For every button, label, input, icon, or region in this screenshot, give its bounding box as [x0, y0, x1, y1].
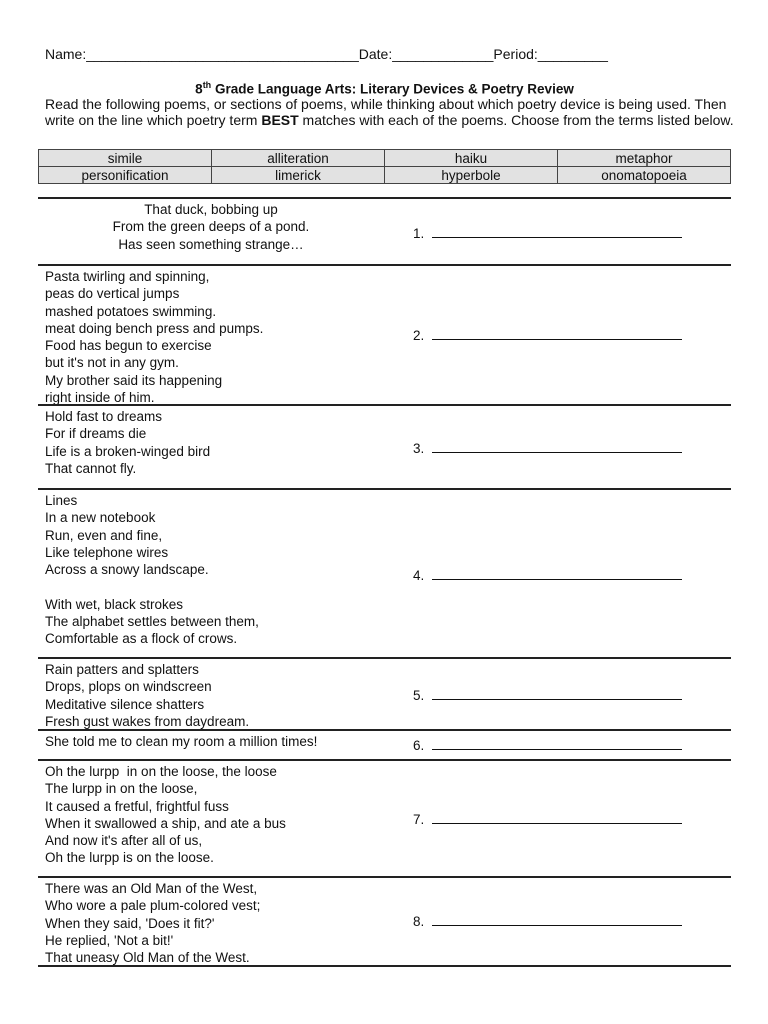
answer-number: 6. [413, 738, 425, 753]
poem-text: Lines In a new notebook Run, even and fine, Like telephone wires Across a snowy landscape. With wet, black strokes The alphabet settles between them, Comfortable as a flock of crows. [45, 493, 259, 647]
answer-line[interactable] [413, 811, 682, 828]
title-grade-suffix: th [202, 80, 212, 90]
instructions [45, 96, 735, 128]
poem-text: There was an Old Man of the West, Who wore a pale plum-colored vest; When they said, 'Does it fit?' He replied, 'Not a bit!' That uneasy Old Man of the West. [45, 881, 261, 966]
answer-number: 7. [413, 812, 425, 827]
answer-blank[interactable] [432, 225, 682, 238]
instructions-part1: Read the following poems, or sections of poems, while thinking about which poetry device is being used. Then write on the line which poetry term [45, 96, 727, 128]
poem-row [38, 488, 731, 657]
poem-text: She told me to clean my room a million times! [45, 734, 318, 749]
answer-number: 3. [413, 441, 425, 456]
answer-line[interactable] [413, 687, 682, 704]
answer-line[interactable] [413, 567, 682, 584]
terms-row [39, 167, 731, 184]
answer-number: 8. [413, 914, 425, 929]
answer-blank[interactable] [432, 327, 682, 340]
poem-list [38, 197, 731, 967]
name-date-period-line[interactable]: Name:___________________________________Date:_____________Period:_________ [45, 46, 608, 62]
term-cell: metaphor [558, 150, 731, 167]
poem-row [38, 197, 731, 264]
answer-line[interactable] [413, 225, 682, 242]
poem-text: Hold fast to dreams For if dreams die Life is a broken-winged bird That cannot fly. [45, 409, 211, 476]
poem-row [38, 404, 731, 488]
answer-blank[interactable] [432, 737, 682, 750]
instructions-bold: BEST [261, 112, 299, 128]
answer-number: 4. [413, 568, 425, 583]
answer-line[interactable] [413, 440, 682, 457]
poem-text: Oh the lurpp in on the loose, the loose The lurpp in on the loose, It caused a fretful, frightful fuss When it swallowed a ship, and ate a bus And now it's after all of us, Oh the lurpp is on the loose. [45, 764, 286, 866]
term-cell: limerick [212, 167, 385, 184]
title-text: Grade Language Arts: Literary Devices & Poetry Review [211, 81, 574, 97]
worksheet-title [38, 80, 731, 97]
terms-table [38, 149, 731, 184]
poem-row [38, 876, 731, 967]
answer-line[interactable] [413, 913, 682, 930]
answer-blank[interactable] [432, 440, 682, 453]
answer-line[interactable] [413, 737, 682, 754]
answer-number: 2. [413, 328, 425, 343]
answer-number: 5. [413, 688, 425, 703]
term-cell: haiku [385, 150, 558, 167]
answer-blank[interactable] [432, 811, 682, 824]
poem-row [38, 729, 731, 759]
poem-text: Pasta twirling and spinning, peas do vertical jumps mashed potatoes swimming. meat doing bench press and pumps. Food has begun to exercise but it's not in any gym. My brother said its happening right inside of him. [45, 269, 264, 406]
poem-row [38, 657, 731, 729]
poem-row [38, 759, 731, 876]
term-cell: alliteration [212, 150, 385, 167]
title-grade-number: 8 [195, 81, 203, 97]
answer-line[interactable] [413, 327, 682, 344]
answer-blank[interactable] [432, 913, 682, 926]
poem-row [38, 264, 731, 404]
terms-row [39, 150, 731, 167]
poem-text: Rain patters and splatters Drops, plops on windscreen Meditative silence shatters Fresh gust wakes from daydream. [45, 662, 250, 729]
term-cell: onomatopoeia [558, 167, 731, 184]
poem-text: That duck, bobbing up From the green deeps of a pond. Has seen something strange… [112, 202, 310, 252]
answer-blank[interactable] [432, 687, 682, 700]
term-cell: simile [39, 150, 212, 167]
term-cell: personification [39, 167, 212, 184]
answer-blank[interactable] [432, 567, 682, 580]
instructions-part2: matches with each of the poems. Choose from the terms listed below. [298, 112, 734, 128]
answer-number: 1. [413, 226, 425, 241]
term-cell: hyperbole [385, 167, 558, 184]
